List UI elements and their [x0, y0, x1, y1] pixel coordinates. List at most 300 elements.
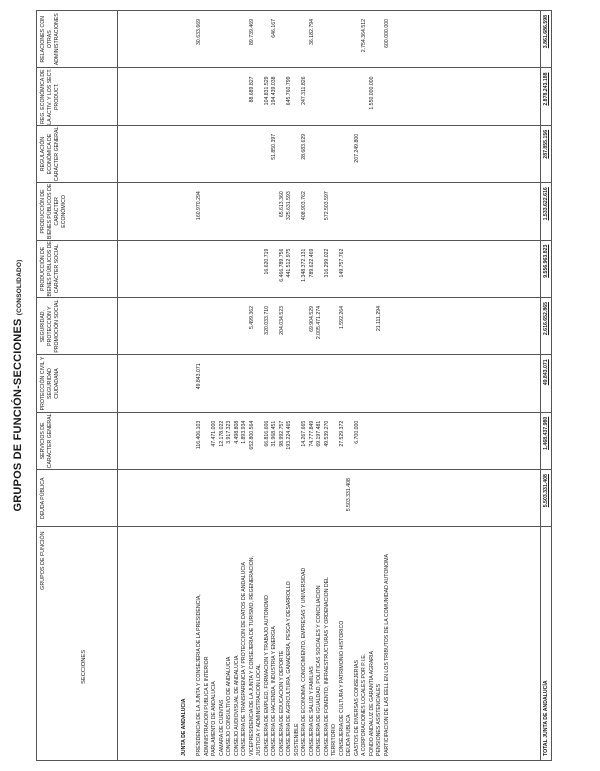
cell-value — [301, 363, 309, 407]
cell-value — [234, 19, 242, 63]
cell-value: 247.311.826 — [301, 76, 307, 105]
cell-value — [369, 249, 377, 293]
cell-value: 316.299.022 — [323, 248, 330, 278]
section-label: PARTICIPACIÓN DE LAS EELL EN LOS TRIBUTOS DE LA COMUNIDAD AUTÓNOMA — [383, 554, 390, 756]
cell-value — [339, 191, 347, 235]
cell-value — [316, 191, 324, 235]
cell-value — [196, 76, 204, 120]
section-label: CONSEJERÍA DE HACIENDA, INDUSTRIA Y ENERGÍA — [271, 626, 277, 756]
cell-value — [294, 363, 302, 407]
cell-value — [331, 363, 339, 407]
cell-value: 49.843.071 — [196, 363, 202, 390]
cell-value: 408.903.762 — [301, 191, 307, 221]
cell-value — [354, 306, 362, 350]
cell-value: 320.033.710 — [263, 305, 270, 335]
cell-value — [384, 134, 392, 178]
cell-value — [271, 478, 279, 522]
cell-value — [204, 421, 212, 465]
values-column — [118, 240, 541, 297]
cell-value — [346, 76, 354, 120]
cell-value — [241, 19, 249, 63]
cell-value — [301, 478, 309, 522]
cell-value — [384, 421, 392, 465]
cell-value — [384, 478, 392, 522]
cell-value: 1.550.000.000 — [368, 76, 375, 110]
cell-value — [376, 249, 384, 293]
values-column — [118, 355, 541, 412]
cell-value: 88.689.827 — [248, 76, 255, 103]
values-column — [118, 412, 541, 469]
cell-value — [331, 421, 339, 465]
cell-value: 21.111.294 — [376, 305, 382, 332]
cell-value — [226, 249, 234, 293]
section-label: DEUDA PÚBLICA — [346, 714, 352, 756]
cell-value — [309, 363, 317, 407]
cell-value: 193.224.465 — [286, 420, 292, 450]
cell-value — [211, 306, 219, 350]
cell-value: 16.620.719 — [263, 248, 270, 275]
section-label: CONSEJERÍA DE IGUALDAD, POLÍTICAS SOCIALES Y CONCILIACIÓN — [316, 585, 322, 756]
title-subtitle: (CONSOLIDADO) — [16, 259, 23, 316]
column-header: DEUDA PÚBLICA — [37, 470, 118, 527]
header-row — [37, 11, 118, 761]
cell-value: 204.034.523 — [278, 305, 285, 335]
sections-label: SECCIONES — [81, 649, 87, 684]
cell-value — [249, 134, 257, 178]
cell-value — [211, 249, 219, 293]
cell-value — [294, 134, 302, 178]
cell-value — [256, 306, 264, 350]
cell-value — [331, 134, 339, 178]
cell-value — [264, 19, 272, 63]
cell-value — [316, 363, 324, 407]
cell-value: 149.757.762 — [338, 248, 345, 278]
cell-value: 652.800.564 — [248, 420, 255, 450]
cell-value: 5.499.362 — [248, 305, 255, 330]
cell-value — [361, 191, 369, 235]
cell-value — [219, 134, 227, 178]
section-label: CONSEJERÍA DE ECONOMÍA, CONOCIMIENTO, EMPRESAS Y UNIVERSIDAD — [301, 567, 307, 756]
cell-value — [219, 306, 227, 350]
cell-value — [204, 191, 212, 235]
cell-value — [234, 191, 242, 235]
cell-value — [301, 306, 309, 350]
cell-value — [361, 306, 369, 350]
cell-value — [376, 421, 384, 465]
cell-value — [234, 134, 242, 178]
section-label: CÁMARA DE CUENTAS — [218, 699, 225, 756]
cell-value: 6.700.000 — [353, 420, 360, 444]
cell-value — [211, 363, 219, 407]
cell-value — [309, 478, 317, 522]
cell-value — [286, 363, 294, 407]
cell-value — [324, 306, 332, 350]
cell-value — [219, 19, 227, 63]
cell-value — [286, 306, 294, 350]
cell-value — [279, 134, 287, 178]
cell-value — [324, 19, 332, 63]
cell-value: 1.893.934 — [241, 420, 247, 444]
total-value: 287.855.156 — [541, 125, 552, 182]
cell-value — [294, 76, 302, 120]
cell-value — [331, 76, 339, 120]
cell-value — [219, 191, 227, 235]
cell-value — [234, 76, 242, 120]
total-value: 1.468.437.980 — [541, 412, 552, 469]
cell-value: 789.622.469 — [308, 248, 315, 278]
cell-value — [211, 191, 219, 235]
cell-value — [211, 76, 219, 120]
cell-value — [204, 76, 212, 120]
section-heading: JUNTA DE ANDALUCÍA — [181, 698, 187, 756]
cell-value — [354, 363, 362, 407]
cell-value — [249, 191, 257, 235]
section-label: TERRITORIO — [331, 724, 337, 756]
cell-value — [264, 191, 272, 235]
cell-value — [316, 134, 324, 178]
cell-value — [256, 363, 264, 407]
cell-value — [264, 478, 272, 522]
section-label: PARLAMENTO DE ANDALUCÍA — [211, 681, 217, 756]
cell-value — [256, 421, 264, 465]
section-label: CONSEJERÍA DE EDUCACIÓN Y DEPORTE — [278, 650, 285, 756]
cell-value — [279, 478, 287, 522]
cell-value — [346, 191, 354, 235]
cell-value — [354, 19, 362, 63]
cell-value — [279, 19, 287, 63]
values-column — [118, 183, 541, 240]
section-label: GASTOS DE DIVERSAS CONSEJERÍAS — [353, 660, 360, 756]
cell-value — [331, 306, 339, 350]
cell-value — [316, 19, 324, 63]
cell-value — [331, 249, 339, 293]
cell-value — [361, 363, 369, 407]
cell-value — [234, 363, 242, 407]
cell-value: 14.267.665 — [301, 420, 307, 447]
cell-value — [354, 249, 362, 293]
cell-value: 12.178.022 — [218, 420, 225, 447]
cell-value — [204, 306, 212, 350]
cell-value — [376, 478, 384, 522]
title-text: GRUPOS DE FUNCIÓN-SECCIONES — [12, 318, 24, 512]
cell-value: 160.970.294 — [196, 191, 202, 221]
corner-header-cell — [37, 527, 118, 761]
cell-value — [249, 478, 257, 522]
cell-value — [226, 134, 234, 178]
cell-value — [241, 76, 249, 120]
cell-value — [196, 306, 204, 350]
total-row — [541, 11, 552, 761]
cell-value — [226, 306, 234, 350]
cell-value — [361, 134, 369, 178]
cell-value — [234, 249, 242, 293]
cell-value — [219, 478, 227, 522]
cell-value: 69.904.529 — [308, 305, 315, 332]
cell-value — [211, 19, 219, 63]
cell-value — [331, 478, 339, 522]
body-row — [118, 11, 541, 761]
cell-value: 51.850.397 — [271, 133, 277, 160]
cell-value — [309, 134, 317, 178]
cell-value — [309, 191, 317, 235]
total-label: TOTAL JUNTA DE ANDALUCÍA — [541, 527, 552, 761]
cell-value — [271, 249, 279, 293]
cell-value: 325.631.593 — [286, 191, 292, 221]
cell-value — [346, 421, 354, 465]
cell-value: 441.512.975 — [286, 248, 292, 278]
cell-value: 646.167 — [271, 19, 277, 38]
cell-value — [204, 478, 212, 522]
total-value: 2.878.243.188 — [541, 68, 552, 125]
section-label: PRESIDENCIA DE LA JUNTA Y CONSEJERÍA DE LA PRESIDENCIA, — [196, 594, 202, 756]
section-label: VICEPRESIDENCIA DE LA JUNTA Y CONSEJERÍA DE TURISMO, REGENERACIÓN, — [248, 556, 255, 756]
cell-value — [316, 76, 324, 120]
function-section-table — [36, 10, 552, 761]
cell-value — [211, 478, 219, 522]
column-header: REGULACIÓN ECONÓMICA DE CARÁCTER GENERAL — [37, 125, 118, 182]
cell-value — [384, 191, 392, 235]
column-header: REG. ECONÓMICA DE LA ACTIV. Y LOS SECT. PRODUCT. — [37, 68, 118, 125]
cell-value — [361, 478, 369, 522]
cell-value — [331, 191, 339, 235]
cell-value — [324, 478, 332, 522]
cell-value — [226, 363, 234, 407]
cell-value: 3.917.323 — [226, 420, 232, 444]
values-column — [118, 470, 541, 527]
cell-value — [241, 478, 249, 522]
cell-value: 1.592.264 — [338, 305, 345, 330]
cell-value: 2.005.471.274 — [316, 305, 322, 340]
cell-value — [354, 478, 362, 522]
cell-value — [369, 306, 377, 350]
cell-value — [256, 191, 264, 235]
total-value: 2.616.652.865 — [541, 297, 552, 354]
cell-value — [384, 76, 392, 120]
section-label: CONSEJO AUDIOVISUAL DE ANDALUCÍA — [233, 655, 240, 756]
cell-value — [241, 134, 249, 178]
cell-value: 207.249.800 — [353, 133, 360, 163]
cell-value — [234, 478, 242, 522]
cell-value — [346, 19, 354, 63]
cell-value — [294, 191, 302, 235]
cell-value — [204, 134, 212, 178]
cell-value — [369, 191, 377, 235]
cell-value — [339, 19, 347, 63]
section-label: CONSEJERÍA DE AGRICULTURA, GANADERÍA, PESCA Y DESARROLLO — [286, 581, 292, 756]
cell-value — [324, 76, 332, 120]
section-label: ADMINISTRACIÓN PÚBLICA E INTERIOR — [203, 656, 210, 756]
cell-value — [196, 478, 204, 522]
cell-value — [294, 19, 302, 63]
cell-value — [271, 191, 279, 235]
cell-value — [309, 76, 317, 120]
cell-value — [264, 363, 272, 407]
section-label: CONSEJERÍA DE FOMENTO, INFRAESTRUCTURAS Y ORDENACIÓN DEL — [323, 577, 330, 756]
cell-value: 98.992.757 — [278, 420, 285, 447]
cell-value — [369, 19, 377, 63]
cell-value — [219, 363, 227, 407]
section-label: JUSTICIA Y ADMINISTRACIÓN LOCAL — [256, 663, 262, 756]
cell-value: 194.439.038 — [271, 76, 277, 106]
cell-value: 65.613.360 — [278, 191, 285, 218]
cell-value — [376, 191, 384, 235]
cell-value — [219, 76, 227, 120]
cell-value — [286, 19, 294, 63]
cell-value: 49.539.270 — [323, 420, 330, 447]
cell-value: 5.503.331.408 — [346, 478, 352, 512]
cell-value — [256, 76, 264, 120]
cell-value: 572.503.597 — [323, 191, 330, 221]
cell-value — [346, 134, 354, 178]
cell-value: 31.968.451 — [271, 420, 277, 447]
cell-value: 645.760.799 — [286, 76, 292, 106]
cell-value — [324, 363, 332, 407]
cell-value: 47.471.000 — [211, 420, 217, 447]
section-label: A CORPORACIONES LOCALES POR P.I.E. — [361, 653, 367, 756]
column-header: SEGURIDAD, PROTECCIÓN Y PROMOCIÓN SOCIAL — [37, 297, 118, 354]
cell-value — [294, 306, 302, 350]
cell-value: 4.498.808 — [233, 420, 240, 444]
cell-value: 6.466.789.756 — [278, 248, 285, 282]
cell-value — [264, 134, 272, 178]
cell-value — [256, 478, 264, 522]
column-header: SERVICIOS DE CARÁCTER GENERAL — [37, 412, 118, 469]
column-header: PROTECCIÓN CIVIL Y SEGURIDAD CIUDADANA — [37, 355, 118, 412]
cell-value — [346, 249, 354, 293]
column-header: PRODUCCIÓN DE BIENES PÚBLICOS DE CARÁCTER SOCIAL — [37, 240, 118, 297]
cell-value — [226, 191, 234, 235]
cell-value — [241, 249, 249, 293]
cell-value — [339, 363, 347, 407]
cell-value — [324, 134, 332, 178]
cell-value: 89.739.469 — [248, 19, 255, 45]
values-column — [118, 68, 541, 125]
cell-value — [339, 134, 347, 178]
cell-value — [226, 478, 234, 522]
cell-value — [256, 249, 264, 293]
cell-value — [196, 134, 204, 178]
cell-value — [384, 306, 392, 350]
cell-value — [294, 249, 302, 293]
section-label: CONSEJERÍA DE SALUD Y FAMILIAS — [308, 666, 315, 756]
groups-label: GRUPOS DE FUNCIÓN — [40, 531, 46, 590]
section-label: CONSEJERÍA DE EMPLEO, FORMACIÓN Y TRABAJO AUTÓNOMO — [263, 595, 270, 756]
section-label: CONSEJERÍA DE TRANSPARENCIA Y PROTECCIÓN DE DATOS DE ANDALUCÍA — [241, 562, 247, 756]
cell-value: 66.816.606 — [263, 420, 270, 447]
cell-value — [339, 478, 347, 522]
cell-value — [204, 363, 212, 407]
cell-value — [241, 191, 249, 235]
cell-value — [376, 76, 384, 120]
cell-value — [361, 76, 369, 120]
cell-value — [384, 249, 392, 293]
cell-value — [346, 363, 354, 407]
cell-value: 600.000.000 — [383, 19, 390, 48]
column-header: RELACIONES CON OTRAS ADMINISTRACIONES — [37, 11, 118, 68]
cell-value — [294, 421, 302, 465]
cell-value: 27.529.372 — [338, 420, 345, 447]
cell-value — [279, 363, 287, 407]
cell-value — [354, 191, 362, 235]
values-column — [118, 11, 541, 68]
cell-value — [249, 249, 257, 293]
cell-value — [286, 478, 294, 522]
cell-value — [271, 306, 279, 350]
section-label: CONSEJERÍA DE CULTURA Y PATRIMONIO HISTÓRICO — [338, 620, 345, 756]
cell-value — [361, 421, 369, 465]
cell-value — [211, 134, 219, 178]
total-value: 3.861.686.598 — [541, 11, 552, 68]
cell-value — [196, 249, 204, 293]
cell-value — [219, 249, 227, 293]
cell-value — [369, 478, 377, 522]
cell-value — [226, 76, 234, 120]
cell-value: 116.406.103 — [196, 420, 202, 450]
cell-value — [369, 134, 377, 178]
cell-value: 36.182.794 — [308, 19, 315, 45]
cell-value — [376, 19, 384, 63]
cell-value — [241, 306, 249, 350]
cell-value — [249, 363, 257, 407]
cell-value — [279, 76, 287, 120]
total-value: 5.503.331.408 — [541, 470, 552, 527]
cell-value — [256, 134, 264, 178]
cell-value — [331, 19, 339, 63]
cell-value — [286, 134, 294, 178]
cell-value — [316, 249, 324, 293]
cell-value: 74.777.849 — [308, 420, 315, 447]
cell-value — [376, 134, 384, 178]
cell-value: 2.754.364.512 — [361, 19, 367, 53]
cell-value: 104.831.529 — [263, 76, 270, 106]
sections-column — [118, 527, 541, 761]
cell-value — [256, 19, 264, 63]
cell-value — [369, 363, 377, 407]
cell-value — [294, 478, 302, 522]
cell-value — [361, 249, 369, 293]
cell-value — [204, 19, 212, 63]
cell-value — [339, 76, 347, 120]
page-title — [12, 0, 24, 771]
values-column — [118, 125, 541, 182]
cell-value — [234, 306, 242, 350]
total-value: 1.533.622.616 — [541, 183, 552, 240]
cell-value — [226, 19, 234, 63]
cell-value — [241, 363, 249, 407]
cell-value: 30.633.669 — [196, 19, 202, 45]
cell-value — [346, 306, 354, 350]
cell-value — [271, 363, 279, 407]
section-label: SOSTENIBLE — [293, 723, 300, 756]
cell-value — [204, 249, 212, 293]
total-value: 9.556.963.823 — [541, 240, 552, 297]
cell-value — [384, 363, 392, 407]
section-label: FONDO ANDALUZ DE GARANTÍA AGRARIA — [368, 651, 375, 756]
cell-value: 28.683.629 — [301, 133, 307, 160]
total-value: 49.843.071 — [541, 355, 552, 412]
section-label: PENSIONES ASISTENCIALES — [376, 683, 382, 756]
values-column — [118, 297, 541, 354]
cell-value — [316, 478, 324, 522]
cell-value — [369, 421, 377, 465]
column-header: PRODUCCIÓN DE BIENES PÚBLICOS DE CARÁCTER ECONÓMICO — [37, 183, 118, 240]
cell-value: 1.348.372.131 — [301, 248, 307, 282]
section-label: CONSEJO CONSULTIVO DE ANDALUCÍA — [226, 656, 232, 756]
cell-value — [376, 363, 384, 407]
cell-value: 69.197.481 — [316, 420, 322, 447]
cell-value — [354, 76, 362, 120]
cell-value — [301, 19, 309, 63]
